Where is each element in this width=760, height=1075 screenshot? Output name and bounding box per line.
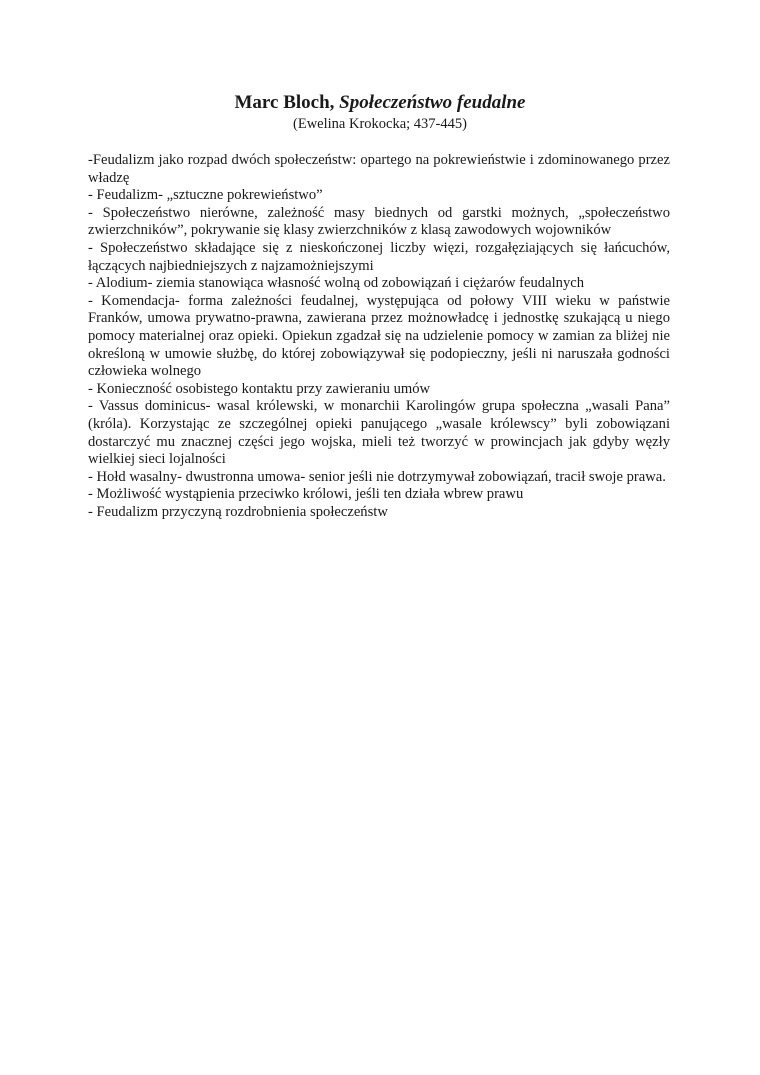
paragraph: - Możliwość wystąpienia przeciwko królowi, jeśli ten działa wbrew prawu xyxy=(88,486,524,503)
title-author: Marc Bloch, xyxy=(234,92,340,113)
paragraph: - Społeczeństwo składające się z nieskończonej liczby więzi, rozgałęziających się łańcuchów, łączących najbiedniejszych z najzamożniejszymi xyxy=(88,239,670,274)
paragraph: - Konieczność osobistego kontaktu przy zawieraniu umów xyxy=(88,380,431,397)
document-title xyxy=(0,91,760,115)
document-subtitle: (Ewelina Krokocka; 437-445) xyxy=(293,116,467,132)
document-body xyxy=(88,152,670,521)
paragraph: - Komendacja- forma zależności feudalnej, występująca od połowy VIII wieku w państwie Franków, umowa prywatno-prawna, zawierana przez możnowładcę i jednostkę szukającą u niego pomocy materialnej oraz opieki. Opiekun zgadzał się na udzielenie pomocy w zamian za bliżej nie określoną w umowie służbę, do której zobowiązywał się podopieczny, jeśli ni naruszała godności człowieka wolnego xyxy=(88,292,670,380)
paragraph: - Vassus dominicus- wasal królewski, w monarchii Karolingów grupa społeczna „wasali Pana” (króla). Korzystając ze szczególnej opieki panującego „wasale królewscy” byli zobowiązani dostarczyć mu znacznej części jego wojska, mieli też tworzyć w prowincjach jak gdyby węzły wielkiej sieci lojalności xyxy=(88,398,670,468)
paragraph: - Społeczeństwo nierówne, zależność masy biednych od garstki możnych, „społeczeństwo zwierzchników”, pokrywanie się klasy zwierzchników z klasą zawodowych wojowników xyxy=(88,204,670,239)
paragraph: -Feudalizm jako rozpad dwóch społeczeństw: opartego na pokrewieństwie i zdominowanego przez władzę xyxy=(88,152,670,186)
paragraph: - Feudalizm przyczyną rozdrobnienia społeczeństw xyxy=(88,503,388,520)
paragraph: - Alodium- ziemia stanowiąca własność wolną od zobowiązań i ciężarów feudalnych xyxy=(88,275,585,292)
title-work: Społeczeństwo feudalne xyxy=(339,92,526,113)
paragraph: - Hołd wasalny- dwustronna umowa- senior jeśli nie dotrzymywał zobowiązań, tracił swoje prawa. xyxy=(88,468,666,485)
paragraph: - Feudalizm- „sztuczne pokrewieństwo” xyxy=(88,187,323,204)
